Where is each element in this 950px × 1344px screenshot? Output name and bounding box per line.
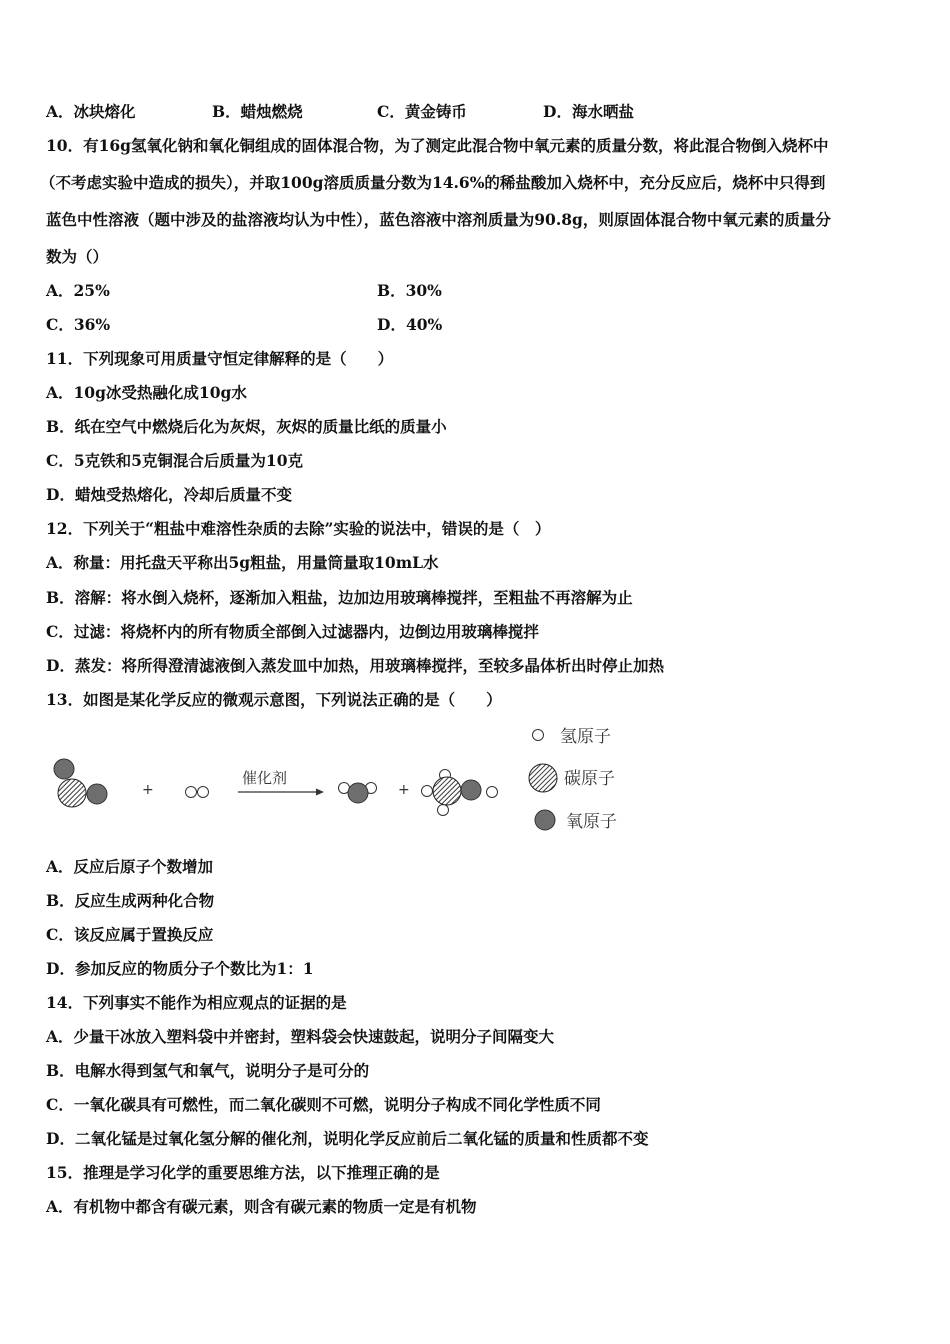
reaction-diagram <box>40 720 660 850</box>
legend-carbon-label: 碳原子 <box>564 769 615 789</box>
q12-option-b: B．溶解：将水倒入烧杯，逐渐加入粗盐，边加边用玻璃棒搅拌，至粗盐不再溶解为止 <box>46 588 633 607</box>
q9-option-d: D．海水晒盐 <box>543 102 634 121</box>
q11-option-a: A．10g冰受热融化成10g水 <box>46 383 247 402</box>
q10-stem-line-2: （不考虑实验中造成的损失），并取100g溶质质量分数为14.6%的稀盐酸加入烧杯中，充分反应后，烧杯中只得到 <box>40 173 826 192</box>
q11-stem: 11．下列现象可用质量守恒定律解释的是（ ） <box>46 349 394 368</box>
reactant-molecule-1 <box>54 759 107 807</box>
legend-oxygen <box>535 810 617 832</box>
q12-stem: 12．下列关于“粗盐中难溶性杂质的去除”实验的说法中，错误的是（ ） <box>46 519 551 538</box>
q12-option-c: C．过滤：将烧杯内的所有物质全部倒入过滤器内，边倒边用玻璃棒搅拌 <box>46 622 539 641</box>
q12-option-a: A．称量：用托盘天平称出5g粗盐，用量筒量取10mL水 <box>46 553 439 572</box>
reactant-molecule-2 <box>186 787 209 798</box>
legend <box>529 727 617 832</box>
q14-option-c: C．一氧化碳具有可燃性，而二氧化碳则不可燃，说明分子构成不同化学性质不同 <box>46 1095 601 1114</box>
q10-stem-line-1: 10．有16g氢氧化钠和氧化铜组成的固体混合物，为了测定此混合物中氧元素的质量分数，将此混合物倒入烧杯中 <box>46 136 829 155</box>
q15-option-a: A．有机物中都含有碳元素，则含有碳元素的物质一定是有机物 <box>46 1197 477 1216</box>
q11-option-c: C．5克铁和5克铜混合后质量为10克 <box>46 451 303 470</box>
product-molecule-2 <box>422 770 498 816</box>
q10-stem-line-3: 蓝色中性溶液（题中涉及的盐溶液均认为中性），蓝色溶液中溶剂质量为90.8g，则原固体混合物中氧元素的质量分 <box>46 210 831 229</box>
q14-stem: 14．下列事实不能作为相应观点的证据的是 <box>46 993 347 1012</box>
q15-stem: 15．推理是学习化学的重要思维方法，以下推理正确的是 <box>46 1163 440 1182</box>
q9-option-b: B．蜡烛燃烧 <box>212 102 303 121</box>
catalyst-label: 催化剂 <box>242 769 288 787</box>
plus-sign-2: + <box>398 782 410 798</box>
plus-sign-1: + <box>142 782 154 798</box>
q10-stem-line-4: 数为（） <box>46 247 109 266</box>
legend-hydrogen <box>533 727 612 747</box>
q10-option-a: A．25% <box>46 281 110 300</box>
q13-option-a: A．反应后原子个数增加 <box>46 857 214 876</box>
q13-option-d: D．参加反应的物质分子个数比为1：1 <box>46 959 314 978</box>
q13-stem: 13．如图是某化学反应的微观示意图，下列说法正确的是（ ） <box>46 690 502 709</box>
q10-option-b: B．30% <box>377 281 442 300</box>
legend-oxygen-label: 氧原子 <box>566 812 617 832</box>
legend-hydrogen-label: 氢原子 <box>560 727 611 747</box>
product-molecule-1 <box>339 783 377 804</box>
legend-carbon <box>529 764 615 792</box>
q13-option-c: C．该反应属于置换反应 <box>46 925 214 944</box>
reaction-arrow <box>238 789 324 796</box>
q11-option-b: B．纸在空气中燃烧后化为灰烬，灰烬的质量比纸的质量小 <box>46 417 447 436</box>
q10-option-d: D．40% <box>377 315 443 334</box>
q11-option-d: D．蜡烛受热熔化，冷却后质量不变 <box>46 485 292 504</box>
q12-option-d: D．蒸发：将所得澄清滤液倒入蒸发皿中加热，用玻璃棒搅拌，至较多晶体析出时停止加热 <box>46 656 664 675</box>
q14-option-b: B．电解水得到氢气和氧气，说明分子是可分的 <box>46 1061 370 1080</box>
q14-option-d: D．二氧化锰是过氧化氢分解的催化剂，说明化学反应前后二氧化锰的质量和性质都不变 <box>46 1129 649 1148</box>
q13-option-b: B．反应生成两种化合物 <box>46 891 215 910</box>
q14-option-a: A．少量干冰放入塑料袋中并密封，塑料袋会快速鼓起，说明分子间隔变大 <box>46 1027 555 1046</box>
q10-option-c: C．36% <box>46 315 111 334</box>
q9-option-a: A．冰块熔化 <box>46 102 136 121</box>
q9-option-c: C．黄金铸币 <box>377 102 467 121</box>
